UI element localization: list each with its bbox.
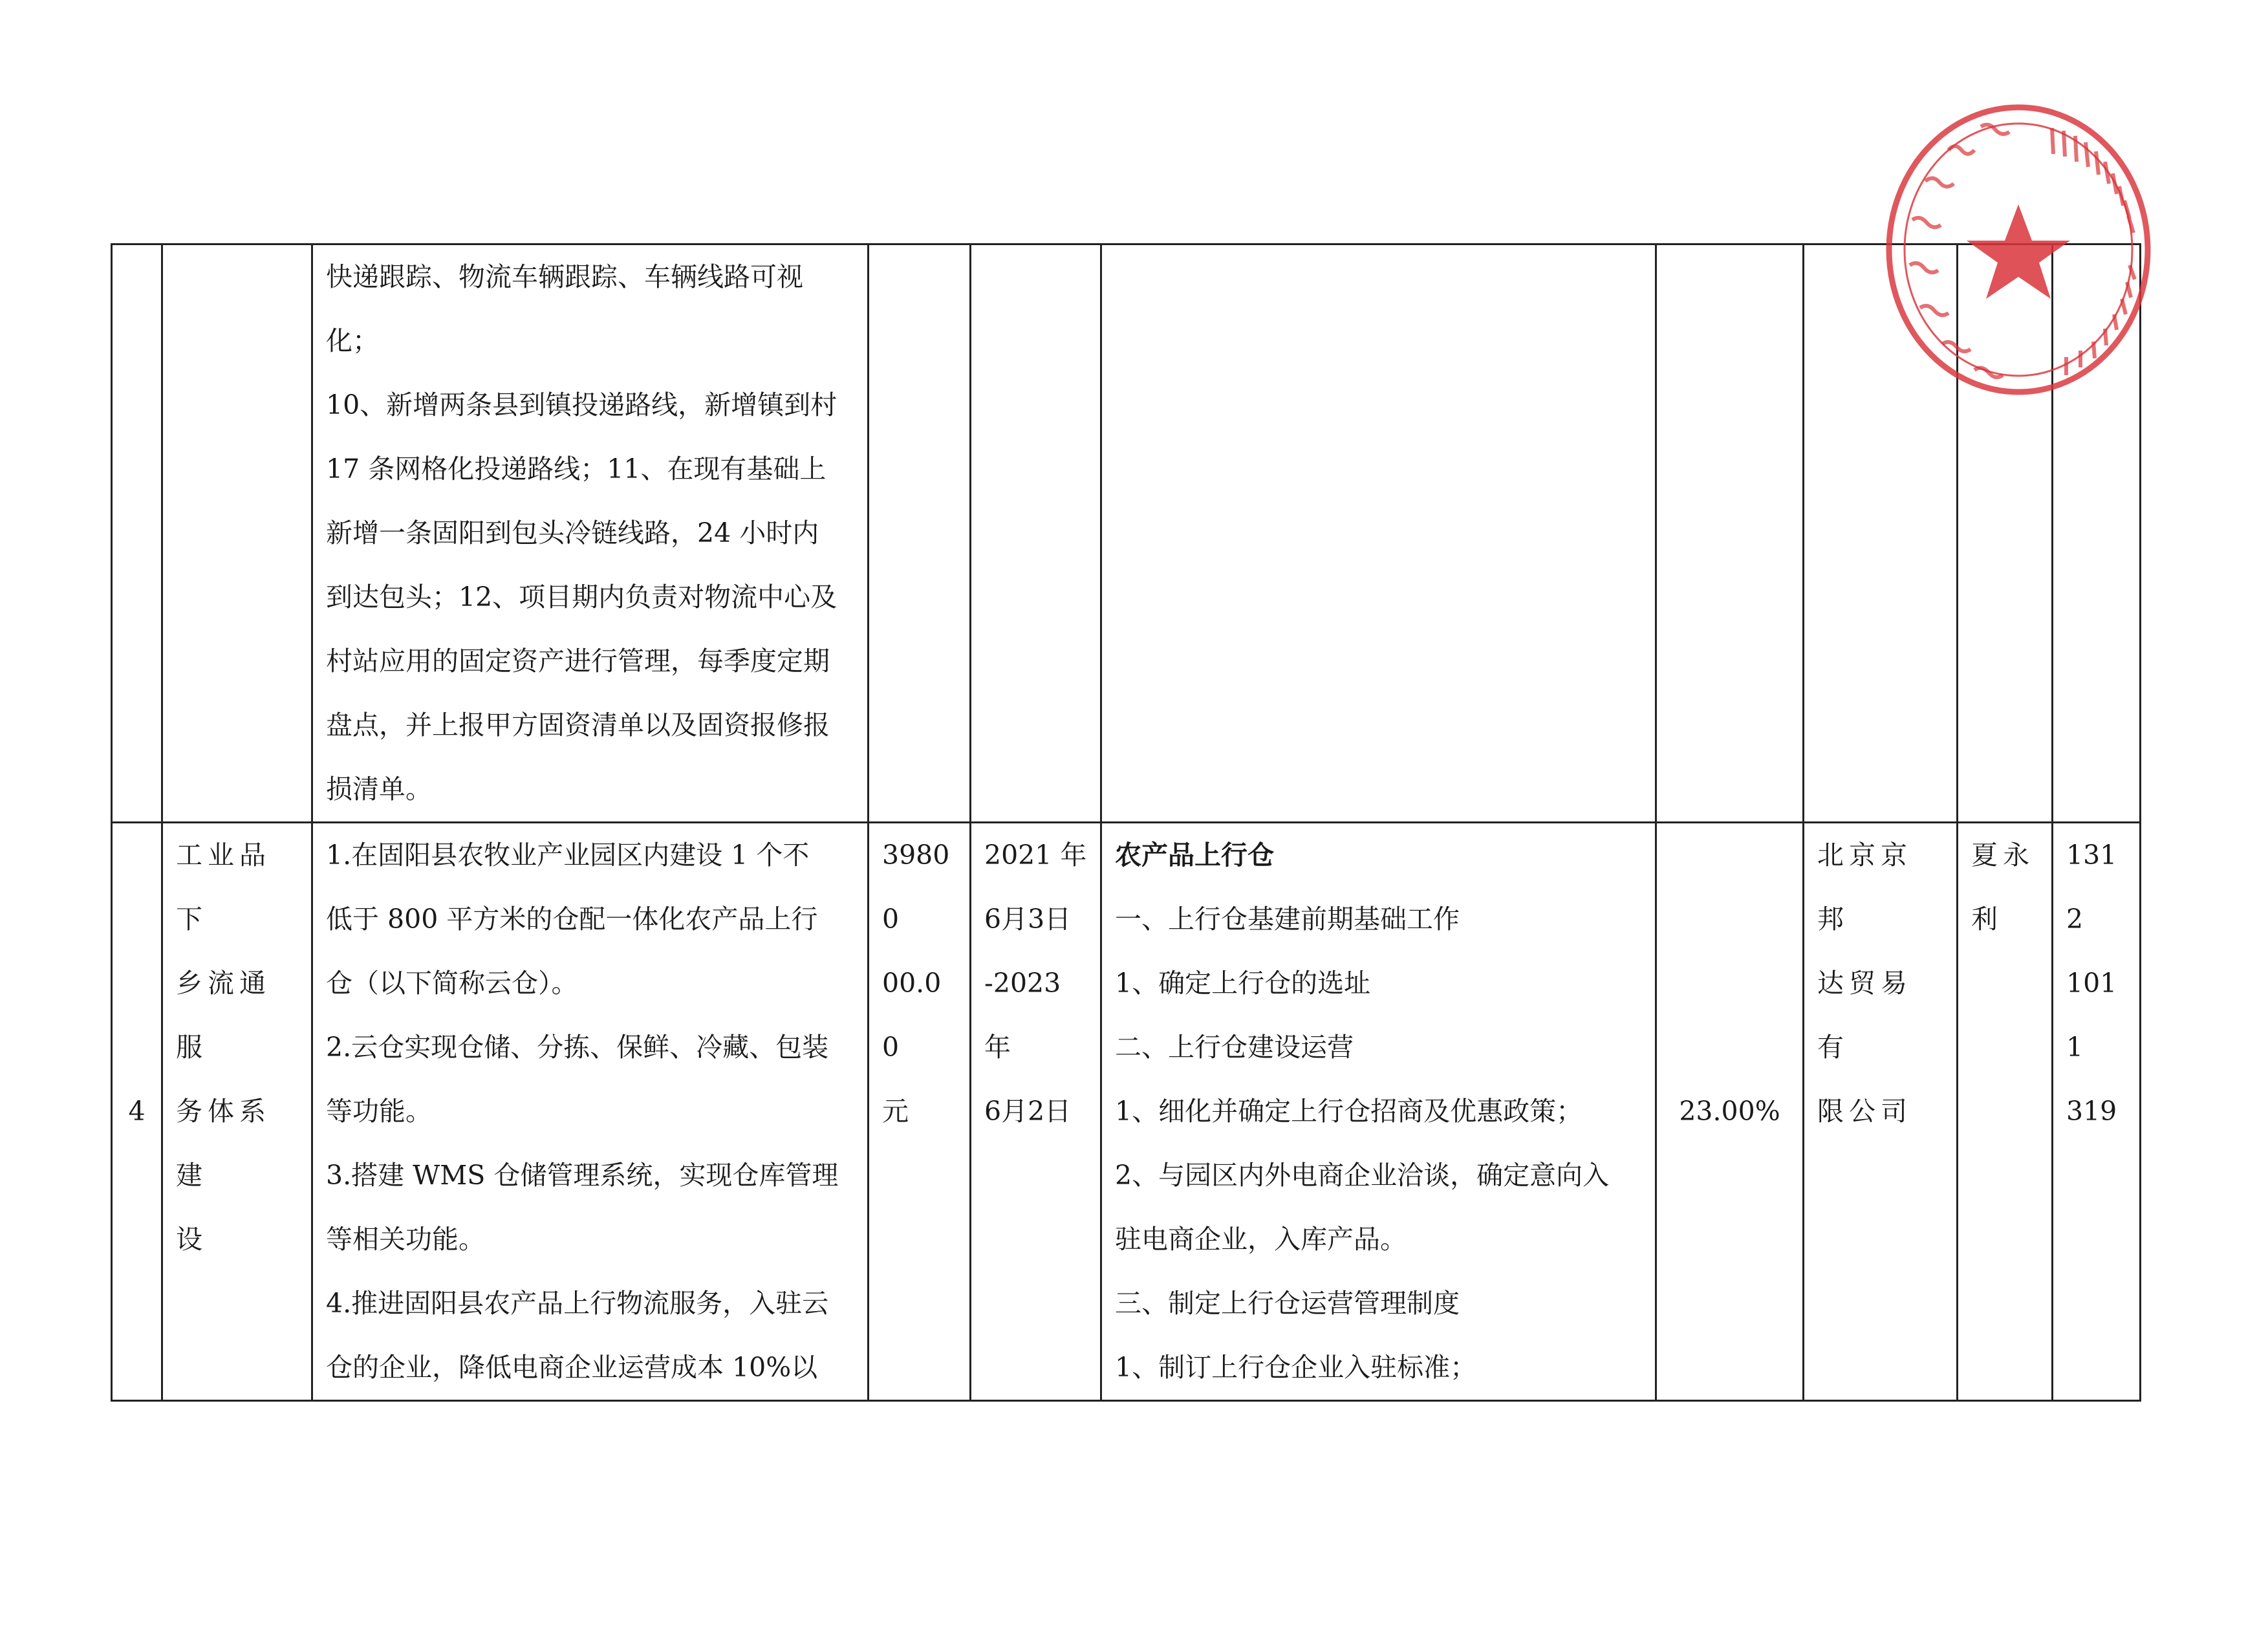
progress-cell bbox=[1656, 244, 1804, 823]
plan-cell bbox=[1101, 823, 1656, 1401]
content-line: 2.云仓实现仓储、分拣、保鲜、冷藏、包装 bbox=[326, 1032, 829, 1063]
period-line: -2023年 bbox=[984, 968, 1061, 1063]
project-cell bbox=[162, 823, 312, 1401]
project-line: 设 bbox=[176, 1224, 208, 1255]
content-cell bbox=[312, 823, 869, 1401]
content-line: 17 条网格化投递路线；11、在现有基础上 bbox=[326, 453, 826, 484]
content-line: 1.在固阳县农牧业产业园区内建设 1 个不 bbox=[326, 840, 810, 871]
period-line: 6月2日 bbox=[984, 1096, 1072, 1127]
content-line: 仓（以下简称云仓）。 bbox=[326, 968, 578, 999]
phone-line: 1011 bbox=[2066, 968, 2117, 1063]
table-row bbox=[112, 823, 2141, 1401]
content-line: 快递跟踪、物流车辆跟踪、车辆线路可视化； bbox=[326, 261, 803, 356]
content-line: 盘点，并上报甲方固资清单以及固资报修报 bbox=[326, 710, 830, 741]
project-line: 务体系建 bbox=[176, 1096, 271, 1191]
plan-line: 驻电商企业，入库产品。 bbox=[1115, 1224, 1407, 1255]
project-line: 乡流通服 bbox=[176, 968, 271, 1063]
content-line: 3.搭建 WMS 仓储管理系统，实现仓库管理 bbox=[326, 1160, 839, 1191]
amount-line: 00.00 bbox=[882, 968, 942, 1063]
project-line: 工业品下 bbox=[176, 840, 271, 935]
amount-cell bbox=[869, 244, 971, 823]
period-line: 2021 年 bbox=[984, 840, 1087, 871]
content-line: 到达包头；12、项目期内负责对物流中心及 bbox=[326, 581, 837, 613]
content-line: 村站应用的固定资产进行管理，每季度定期 bbox=[326, 646, 830, 677]
period-line: 6月3日 bbox=[984, 904, 1072, 935]
content-line: 新增一条固阳到包头冷链线路，24 小时内 bbox=[326, 517, 819, 548]
amount-cell bbox=[869, 823, 971, 1401]
company-cell bbox=[1804, 244, 1958, 823]
plan-line: 2、与园区内外电商企业洽谈，确定意向入 bbox=[1115, 1160, 1610, 1191]
content-line: 损清单。 bbox=[326, 774, 432, 805]
content-line: 4.推进固阳县农产品上行物流服务，入驻云 bbox=[326, 1288, 829, 1319]
plan-title: 农产品上行仓 bbox=[1115, 840, 1274, 871]
period-cell bbox=[971, 244, 1101, 823]
company-line: 达贸易有 bbox=[1817, 968, 1912, 1063]
phone-cell bbox=[2053, 823, 2141, 1401]
plan-line: 1、确定上行仓的选址 bbox=[1115, 968, 1371, 999]
project-table bbox=[111, 243, 2141, 1402]
plan-line: 三、制定上行仓运营管理制度 bbox=[1115, 1288, 1460, 1319]
plan-line: 二、上行仓建设运营 bbox=[1115, 1032, 1354, 1063]
amount-line: 元 bbox=[882, 1096, 909, 1127]
company-line: 北京京邦 bbox=[1817, 840, 1912, 935]
project-cell bbox=[162, 244, 312, 823]
company-cell bbox=[1804, 823, 1958, 1401]
contact-line: 利 bbox=[1971, 904, 2003, 935]
phone-line: 1312 bbox=[2066, 840, 2117, 935]
phone-cell bbox=[2053, 244, 2141, 823]
content-line: 等功能。 bbox=[326, 1096, 432, 1127]
company-line: 限公司 bbox=[1817, 1096, 1912, 1127]
number-cell bbox=[112, 244, 162, 823]
plan-line: 1、细化并确定上行仓招商及优惠政策； bbox=[1115, 1096, 1583, 1127]
contact-line: 夏永 bbox=[1971, 840, 2035, 871]
progress-cell: 23.00% bbox=[1656, 823, 1804, 1401]
content-line: 仓的企业，降低电商企业运营成本 10%以 bbox=[326, 1352, 818, 1383]
plan-line: 一、上行仓基建前期基础工作 bbox=[1115, 904, 1460, 935]
content-line: 低于 800 平方米的仓配一体化农产品上行 bbox=[326, 904, 818, 935]
plan-line: 1、制订上行仓企业入驻标准； bbox=[1115, 1352, 1477, 1383]
number-cell: 4 bbox=[112, 823, 162, 1401]
contact-cell bbox=[1958, 244, 2053, 823]
table-row bbox=[112, 244, 2141, 823]
amount-line: 39800 bbox=[882, 840, 950, 935]
phone-line: 319 bbox=[2066, 1096, 2117, 1127]
content-line: 等相关功能。 bbox=[326, 1224, 485, 1255]
plan-cell bbox=[1101, 244, 1656, 823]
content-cell bbox=[312, 244, 869, 823]
period-cell bbox=[971, 823, 1101, 1401]
content-line: 10、新增两条县到镇投递路线，新增镇到村 bbox=[326, 389, 837, 420]
contact-cell bbox=[1958, 823, 2053, 1401]
